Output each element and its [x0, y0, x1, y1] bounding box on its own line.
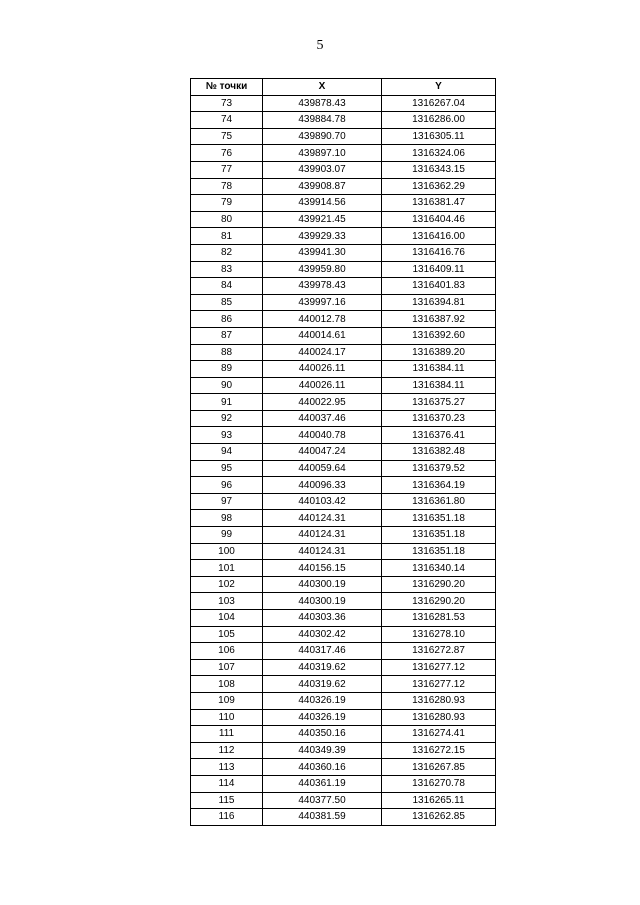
cell-point-number: 86 — [191, 311, 263, 328]
table-row — [191, 560, 496, 577]
cell-point-number: 110 — [191, 709, 263, 726]
cell-x: 440096.33 — [263, 477, 382, 494]
table-row — [191, 410, 496, 427]
cell-y: 1316280.93 — [382, 709, 496, 726]
cell-point-number: 97 — [191, 493, 263, 510]
cell-point-number: 83 — [191, 261, 263, 278]
cell-point-number: 109 — [191, 692, 263, 709]
cell-y: 1316351.18 — [382, 543, 496, 560]
table-row — [191, 278, 496, 295]
cell-x: 440014.61 — [263, 327, 382, 344]
cell-y: 1316324.06 — [382, 145, 496, 162]
table-row — [191, 444, 496, 461]
cell-x: 440350.16 — [263, 726, 382, 743]
cell-x: 439959.80 — [263, 261, 382, 278]
cell-y: 1316270.78 — [382, 775, 496, 792]
cell-y: 1316277.12 — [382, 676, 496, 693]
cell-x: 440022.95 — [263, 394, 382, 411]
cell-y: 1316375.27 — [382, 394, 496, 411]
table-row — [191, 211, 496, 228]
cell-point-number: 85 — [191, 294, 263, 311]
table-row — [191, 195, 496, 212]
cell-point-number: 107 — [191, 659, 263, 676]
cell-point-number: 91 — [191, 394, 263, 411]
cell-x: 440326.19 — [263, 709, 382, 726]
cell-x: 439884.78 — [263, 112, 382, 129]
table-row — [191, 493, 496, 510]
header-point-number: № точки — [191, 79, 263, 96]
cell-y: 1316286.00 — [382, 112, 496, 129]
cell-y: 1316267.85 — [382, 759, 496, 776]
cell-point-number: 76 — [191, 145, 263, 162]
table-body — [191, 95, 496, 825]
cell-y: 1316379.52 — [382, 460, 496, 477]
cell-y: 1316277.12 — [382, 659, 496, 676]
cell-y: 1316351.18 — [382, 527, 496, 544]
cell-point-number: 105 — [191, 626, 263, 643]
header-y: Y — [382, 79, 496, 96]
table-row — [191, 742, 496, 759]
cell-point-number: 116 — [191, 809, 263, 826]
cell-x: 439897.10 — [263, 145, 382, 162]
cell-point-number: 106 — [191, 643, 263, 660]
cell-point-number: 115 — [191, 792, 263, 809]
table-row — [191, 775, 496, 792]
cell-x: 440124.31 — [263, 543, 382, 560]
cell-point-number: 100 — [191, 543, 263, 560]
table-row — [191, 626, 496, 643]
cell-x: 439903.07 — [263, 161, 382, 178]
cell-y: 1316409.11 — [382, 261, 496, 278]
cell-point-number: 77 — [191, 161, 263, 178]
cell-y: 1316340.14 — [382, 560, 496, 577]
table-row — [191, 643, 496, 660]
cell-x: 440059.64 — [263, 460, 382, 477]
cell-x: 440124.31 — [263, 527, 382, 544]
table-row — [191, 178, 496, 195]
table-row — [191, 344, 496, 361]
table-row — [191, 676, 496, 693]
table-row — [191, 510, 496, 527]
cell-point-number: 79 — [191, 195, 263, 212]
table-row — [191, 261, 496, 278]
cell-x: 440037.46 — [263, 410, 382, 427]
cell-x: 440317.46 — [263, 643, 382, 660]
cell-point-number: 81 — [191, 228, 263, 245]
table-row — [191, 659, 496, 676]
cell-x: 440300.19 — [263, 593, 382, 610]
cell-point-number: 84 — [191, 278, 263, 295]
table-row — [191, 477, 496, 494]
table-row — [191, 394, 496, 411]
cell-x: 440026.11 — [263, 377, 382, 394]
cell-point-number: 87 — [191, 327, 263, 344]
cell-x: 440300.19 — [263, 576, 382, 593]
table-row — [191, 228, 496, 245]
table-row — [191, 610, 496, 627]
cell-y: 1316381.47 — [382, 195, 496, 212]
cell-point-number: 108 — [191, 676, 263, 693]
cell-y: 1316267.04 — [382, 95, 496, 112]
cell-x: 440303.36 — [263, 610, 382, 627]
cell-point-number: 101 — [191, 560, 263, 577]
cell-x: 440026.11 — [263, 361, 382, 378]
cell-y: 1316370.23 — [382, 410, 496, 427]
cell-x: 440360.16 — [263, 759, 382, 776]
cell-y: 1316262.85 — [382, 809, 496, 826]
table-row — [191, 145, 496, 162]
cell-y: 1316362.29 — [382, 178, 496, 195]
cell-x: 440349.39 — [263, 742, 382, 759]
cell-x: 440103.42 — [263, 493, 382, 510]
cell-y: 1316290.20 — [382, 576, 496, 593]
table-row — [191, 543, 496, 560]
cell-x: 440012.78 — [263, 311, 382, 328]
cell-x: 440156.15 — [263, 560, 382, 577]
table-row — [191, 377, 496, 394]
cell-x: 439914.56 — [263, 195, 382, 212]
cell-y: 1316392.60 — [382, 327, 496, 344]
table-row — [191, 294, 496, 311]
cell-point-number: 74 — [191, 112, 263, 129]
cell-x: 440319.62 — [263, 676, 382, 693]
cell-point-number: 88 — [191, 344, 263, 361]
cell-y: 1316265.11 — [382, 792, 496, 809]
cell-y: 1316274.41 — [382, 726, 496, 743]
cell-point-number: 103 — [191, 593, 263, 610]
cell-x: 439929.33 — [263, 228, 382, 245]
cell-y: 1316272.15 — [382, 742, 496, 759]
table-row — [191, 112, 496, 129]
table-row — [191, 527, 496, 544]
cell-point-number: 94 — [191, 444, 263, 461]
cell-y: 1316387.92 — [382, 311, 496, 328]
cell-y: 1316343.15 — [382, 161, 496, 178]
cell-point-number: 80 — [191, 211, 263, 228]
header-x: X — [263, 79, 382, 96]
cell-point-number: 113 — [191, 759, 263, 776]
table-row — [191, 593, 496, 610]
cell-y: 1316401.83 — [382, 278, 496, 295]
cell-point-number: 112 — [191, 742, 263, 759]
cell-x: 439878.43 — [263, 95, 382, 112]
cell-y: 1316272.87 — [382, 643, 496, 660]
cell-point-number: 96 — [191, 477, 263, 494]
cell-point-number: 114 — [191, 775, 263, 792]
cell-y: 1316384.11 — [382, 377, 496, 394]
cell-x: 440326.19 — [263, 692, 382, 709]
table-row — [191, 792, 496, 809]
cell-point-number: 90 — [191, 377, 263, 394]
cell-point-number: 82 — [191, 244, 263, 261]
cell-x: 439941.30 — [263, 244, 382, 261]
table-row — [191, 95, 496, 112]
cell-x: 440319.62 — [263, 659, 382, 676]
cell-x: 439890.70 — [263, 128, 382, 145]
table-header-row — [191, 79, 496, 96]
cell-x: 440040.78 — [263, 427, 382, 444]
page-number: 5 — [316, 38, 324, 53]
coordinates-table — [190, 78, 496, 826]
table-row — [191, 692, 496, 709]
table-row — [191, 726, 496, 743]
cell-point-number: 95 — [191, 460, 263, 477]
cell-point-number: 73 — [191, 95, 263, 112]
table-row — [191, 809, 496, 826]
cell-x: 439908.87 — [263, 178, 382, 195]
cell-y: 1316404.46 — [382, 211, 496, 228]
cell-point-number: 78 — [191, 178, 263, 195]
cell-point-number: 92 — [191, 410, 263, 427]
cell-point-number: 99 — [191, 527, 263, 544]
cell-x: 440124.31 — [263, 510, 382, 527]
cell-point-number: 98 — [191, 510, 263, 527]
cell-point-number: 111 — [191, 726, 263, 743]
table-row — [191, 576, 496, 593]
cell-y: 1316281.53 — [382, 610, 496, 627]
cell-y: 1316280.93 — [382, 692, 496, 709]
cell-point-number: 89 — [191, 361, 263, 378]
table-row — [191, 460, 496, 477]
table-row — [191, 244, 496, 261]
cell-y: 1316305.11 — [382, 128, 496, 145]
cell-point-number: 104 — [191, 610, 263, 627]
cell-y: 1316394.81 — [382, 294, 496, 311]
table-row — [191, 128, 496, 145]
cell-y: 1316389.20 — [382, 344, 496, 361]
cell-x: 440302.42 — [263, 626, 382, 643]
cell-y: 1316290.20 — [382, 593, 496, 610]
table-row — [191, 709, 496, 726]
table-row — [191, 161, 496, 178]
cell-x: 439921.45 — [263, 211, 382, 228]
table-row — [191, 361, 496, 378]
table-row — [191, 759, 496, 776]
cell-y: 1316361.80 — [382, 493, 496, 510]
cell-y: 1316278.10 — [382, 626, 496, 643]
cell-y: 1316416.76 — [382, 244, 496, 261]
cell-point-number: 75 — [191, 128, 263, 145]
cell-x: 440024.17 — [263, 344, 382, 361]
cell-x: 440381.59 — [263, 809, 382, 826]
table-row — [191, 311, 496, 328]
table-row — [191, 427, 496, 444]
cell-y: 1316376.41 — [382, 427, 496, 444]
cell-x: 440361.19 — [263, 775, 382, 792]
cell-x: 440377.50 — [263, 792, 382, 809]
table-row — [191, 327, 496, 344]
cell-x: 439978.43 — [263, 278, 382, 295]
cell-x: 440047.24 — [263, 444, 382, 461]
cell-x: 439997.16 — [263, 294, 382, 311]
cell-point-number: 102 — [191, 576, 263, 593]
cell-point-number: 93 — [191, 427, 263, 444]
cell-y: 1316364.19 — [382, 477, 496, 494]
cell-y: 1316382.48 — [382, 444, 496, 461]
cell-y: 1316384.11 — [382, 361, 496, 378]
cell-y: 1316351.18 — [382, 510, 496, 527]
cell-y: 1316416.00 — [382, 228, 496, 245]
